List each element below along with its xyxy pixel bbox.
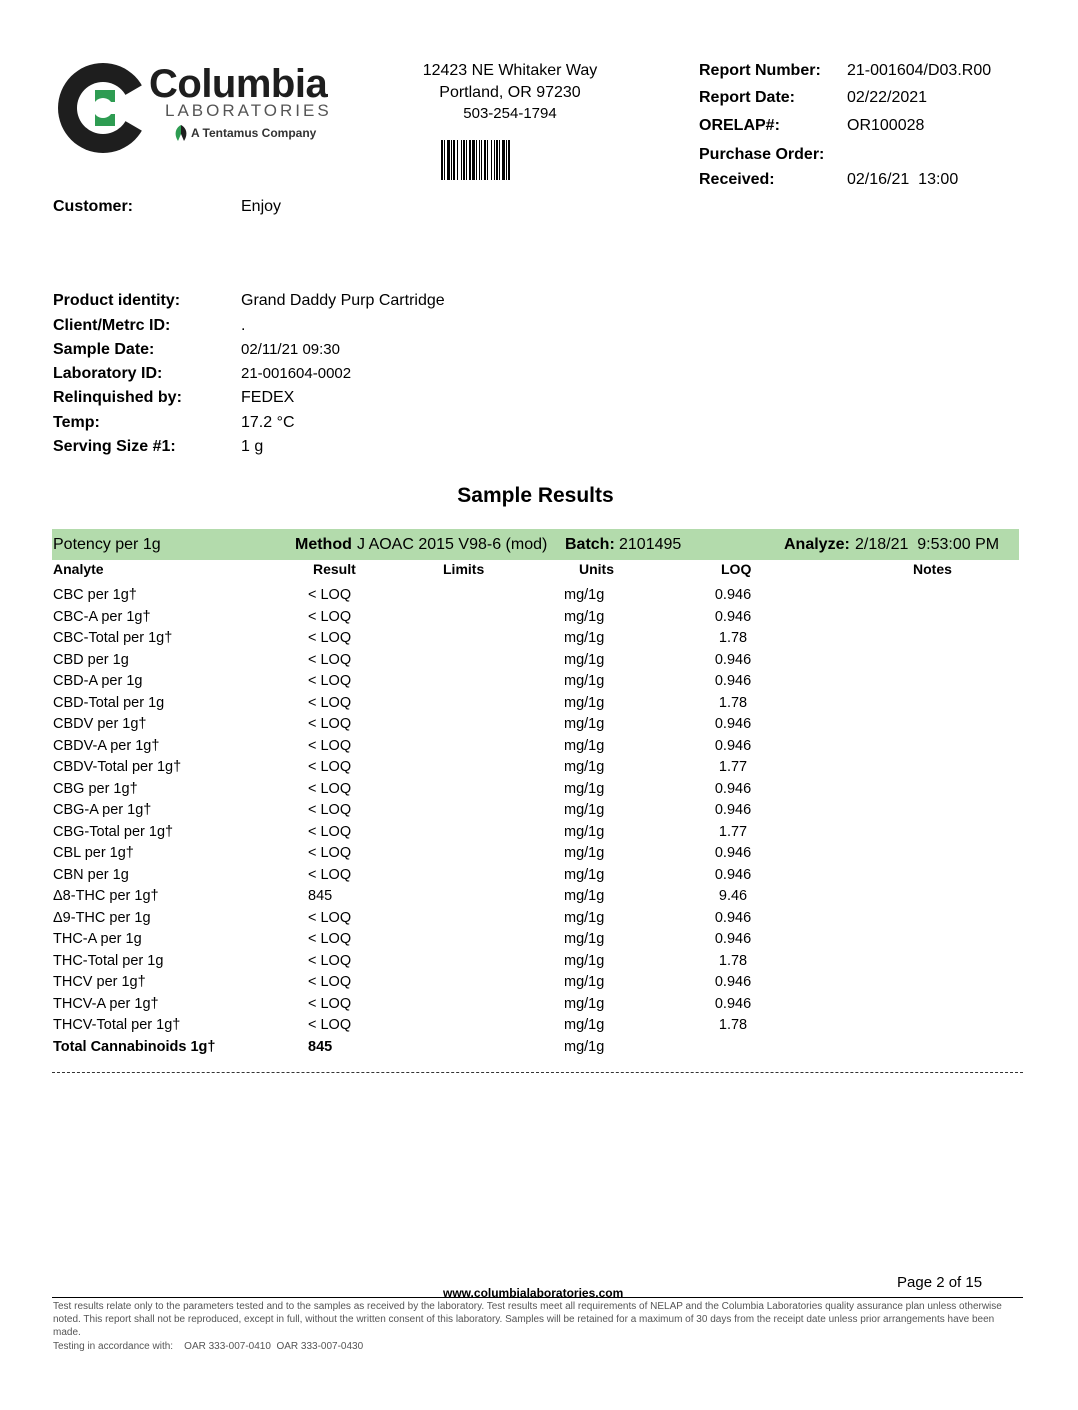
units-cell: mg/1g: [564, 888, 605, 904]
address-line-2: Portland, OR 97230: [439, 84, 581, 101]
table-row: [0, 673, 1078, 693]
units-cell: mg/1g: [564, 845, 605, 861]
table-row: [0, 845, 1078, 865]
result-cell: < LOQ: [308, 780, 352, 797]
barcode-bar: [484, 140, 486, 180]
table-row: [0, 759, 1078, 779]
units-cell: mg/1g: [564, 952, 605, 969]
received-date: 02/16/21 13:00: [847, 171, 959, 188]
table-row: [0, 802, 1078, 822]
report-number-label: Report Number:: [699, 62, 821, 79]
loq-cell: 0.946: [714, 608, 752, 625]
total-row: [0, 1039, 1078, 1059]
table-row: [0, 695, 1078, 715]
units-cell: mg/1g: [564, 823, 605, 840]
lab-logo: [55, 58, 345, 158]
units-cell: mg/1g: [564, 909, 605, 926]
result-cell: < LOQ: [308, 823, 352, 840]
loq-cell: 0.946: [714, 866, 752, 883]
barcode-bar: [444, 140, 445, 180]
table-row: [0, 630, 1078, 650]
analyte-cell: CBD-Total per 1g: [53, 694, 165, 711]
table-row: [0, 910, 1078, 930]
loq-cell: 0.946: [714, 995, 752, 1012]
result-cell: < LOQ: [308, 866, 352, 883]
analyte-cell: CBG-Total per 1g†: [53, 823, 174, 840]
received-label: Received:: [699, 171, 775, 188]
footer-website: www.columbialaboratories.com: [443, 1286, 624, 1300]
barcode-bar: [508, 140, 510, 180]
barcode-bar: [451, 140, 452, 180]
units-cell: mg/1g: [564, 1017, 605, 1033]
analyte-cell: THC-A per 1g: [53, 931, 142, 947]
footer-accordance: Testing in accordance with: OAR 333-007-0410 OAR 333-007-0430: [53, 1341, 364, 1352]
batch-value: 2101495: [619, 536, 682, 553]
units-cell: mg/1g: [564, 759, 605, 775]
result-cell: < LOQ: [308, 909, 352, 926]
analyte-cell: CBC-A per 1g†: [53, 608, 151, 625]
analyte-cell: Δ9-THC per 1g: [53, 909, 151, 926]
table-row: [0, 974, 1078, 994]
footer-divider: [52, 1297, 1023, 1298]
sample-info-label: Laboratory ID:: [53, 365, 163, 382]
sample-info-value: 1 g: [241, 438, 264, 455]
loq-cell: 0.946: [714, 802, 752, 818]
loq-cell: 0.946: [714, 845, 752, 861]
result-cell: < LOQ: [308, 931, 352, 947]
customer-label: Customer:: [53, 198, 134, 215]
barcode-bar: [506, 140, 507, 180]
analyte-cell: THC-Total per 1g: [53, 952, 164, 969]
result-cell: < LOQ: [308, 716, 352, 732]
analyte-cell: CBD per 1g: [53, 651, 129, 668]
sample-info-value: 02/11/21 09:30: [241, 341, 340, 358]
sample-info-label: Serving Size #1:: [53, 438, 176, 455]
col-header-result: Result: [313, 561, 356, 577]
loq-cell: 0.946: [714, 673, 752, 689]
sample-info-value: Grand Daddy Purp Cartridge: [241, 292, 445, 309]
col-header-analyte: Analyte: [53, 561, 104, 577]
address-line-1: 12423 NE Whitaker Way: [422, 62, 598, 79]
table-row: [0, 609, 1078, 629]
result-cell: < LOQ: [308, 630, 352, 646]
table-row: [0, 716, 1078, 736]
result-cell: < LOQ: [308, 974, 352, 990]
result-cell: < LOQ: [308, 694, 352, 711]
sample-info-value: .: [241, 317, 246, 334]
barcode-bar: [487, 140, 488, 180]
units-cell: mg/1g: [564, 737, 605, 754]
report-date: 02/22/2021: [847, 89, 928, 106]
analyte-cell: THCV-A per 1g†: [53, 995, 159, 1012]
batch-label: Batch:: [565, 536, 615, 553]
units-cell: mg/1g: [564, 630, 605, 646]
col-header-notes: Notes: [913, 561, 952, 577]
barcode-bar: [461, 140, 462, 180]
analyte-cell: Total Cannabinoids 1g†: [53, 1039, 216, 1055]
table-row: [0, 824, 1078, 844]
analyte-cell: CBG-A per 1g†: [53, 802, 152, 818]
loq-cell: 0.946: [714, 931, 752, 947]
columbia-c-logo-icon: [55, 60, 151, 156]
sample-info-value: FEDEX: [241, 389, 295, 406]
sample-info-label: Sample Date:: [53, 341, 155, 358]
table-row: [0, 738, 1078, 758]
page-number: Page 2 of 15: [897, 1274, 983, 1291]
col-header-limits: Limits: [443, 561, 485, 577]
loq-cell: 0.946: [714, 780, 752, 797]
analyte-cell: CBC-Total per 1g†: [53, 630, 173, 646]
table-row: [0, 1017, 1078, 1037]
analyte-cell: THCV per 1g†: [53, 974, 146, 990]
analyte-cell: CBN per 1g: [53, 866, 129, 883]
loq-cell: 1.77: [718, 823, 748, 840]
analyte-cell: CBG per 1g†: [53, 780, 138, 797]
units-cell: mg/1g: [564, 651, 605, 668]
units-cell: mg/1g: [564, 780, 605, 797]
barcode-bar: [469, 140, 471, 180]
analyte-cell: THCV-Total per 1g†: [53, 1017, 181, 1033]
result-cell: < LOQ: [308, 995, 352, 1012]
result-cell: < LOQ: [308, 1017, 352, 1033]
loq-cell: 0.946: [714, 587, 752, 603]
analyte-cell: CBDV-A per 1g†: [53, 737, 160, 754]
customer-name: Enjoy: [241, 198, 282, 215]
loq-cell: 1.78: [718, 630, 748, 646]
units-cell: mg/1g: [564, 995, 605, 1012]
barcode-bar: [479, 140, 480, 180]
barcode-bar: [453, 140, 455, 180]
lab-phone: 503-254-1794: [463, 105, 557, 122]
result-cell: < LOQ: [308, 651, 352, 668]
sample-info-label: Temp:: [53, 414, 100, 431]
table-row: [0, 867, 1078, 887]
section-name: Potency per 1g: [53, 536, 161, 553]
purchase-order-label: Purchase Order:: [699, 146, 825, 163]
sample-info-value: 17.2 °C: [241, 414, 295, 431]
barcode-bar: [481, 140, 482, 180]
units-cell: mg/1g: [564, 802, 605, 818]
analyze-value: 2/18/21 9:53:00 PM: [855, 536, 1000, 553]
footer-disclaimer: Test results relate only to the parameters tested and to the samples as received by the laboratory. Test results meet all requirements of NELAP and the Columbia Laboratories quality assurance plan unless otherwise noted. This report shall not be reproduced, except in full, without the written consent of this laboratory. Samples will be retained for a maximum of 30 days from the receipt date unless prior arrangements have been made.: [53, 1301, 1002, 1338]
result-cell: 845: [308, 1039, 333, 1055]
barcode-bar: [472, 140, 475, 180]
units-cell: mg/1g: [564, 608, 605, 625]
tentamus-leaf-icon: [173, 124, 189, 142]
units-cell: mg/1g: [564, 587, 605, 603]
table-row: [0, 781, 1078, 801]
units-cell: mg/1g: [564, 673, 605, 689]
result-cell: < LOQ: [308, 759, 352, 775]
analyte-cell: CBC per 1g†: [53, 587, 137, 603]
result-cell: < LOQ: [308, 673, 352, 689]
units-cell: mg/1g: [564, 1039, 605, 1055]
table-end-divider: [52, 1072, 1023, 1073]
analyte-cell: CBL per 1g†: [53, 845, 134, 861]
barcode-bar: [466, 140, 467, 180]
analyte-cell: CBDV per 1g†: [53, 716, 147, 732]
loq-cell: 1.78: [718, 694, 748, 711]
barcode-bar: [494, 140, 495, 180]
analyte-cell: CBD-A per 1g: [53, 673, 143, 689]
table-row: [0, 587, 1078, 607]
col-header-loq: LOQ: [721, 561, 752, 577]
lab-name: Columbia: [149, 62, 328, 106]
units-cell: mg/1g: [564, 694, 605, 711]
result-cell: < LOQ: [308, 587, 352, 603]
lab-tagline: A Tentamus Company: [191, 126, 317, 140]
result-cell: < LOQ: [308, 737, 352, 754]
units-cell: mg/1g: [564, 866, 605, 883]
barcode-bar: [491, 140, 492, 180]
analyze-label: Analyze:: [784, 536, 850, 553]
sample-info-label: Product identity:: [53, 292, 181, 309]
loq-cell: 0.946: [714, 909, 752, 926]
result-cell: < LOQ: [308, 802, 352, 818]
lab-subtitle: LABORATORIES: [165, 101, 332, 120]
sample-info-label: Client/Metrc ID:: [53, 317, 171, 334]
table-row: [0, 996, 1078, 1016]
result-cell: < LOQ: [308, 608, 352, 625]
barcode-bar: [502, 140, 505, 180]
table-row: [0, 652, 1078, 672]
result-cell: < LOQ: [308, 952, 352, 969]
sample-info-value: 21-001604-0002: [241, 365, 352, 382]
barcode-icon: [440, 140, 564, 180]
barcode-bar: [476, 140, 477, 180]
barcode-bar: [457, 140, 458, 180]
table-row: [0, 888, 1078, 908]
report-date-label: Report Date:: [699, 89, 796, 106]
units-cell: mg/1g: [564, 931, 605, 947]
orelap-number: OR100028: [847, 117, 925, 134]
orelap-label: ORELAP#:: [699, 117, 780, 134]
result-cell: < LOQ: [308, 845, 352, 861]
barcode-bar: [447, 140, 450, 180]
loq-cell: 0.946: [714, 716, 752, 732]
barcode-bar: [441, 140, 443, 180]
analyte-cell: Δ8-THC per 1g†: [53, 888, 159, 904]
units-cell: mg/1g: [564, 974, 605, 990]
units-cell: mg/1g: [564, 716, 605, 732]
loq-cell: 0.946: [714, 737, 752, 754]
report-number: 21-001604/D03.R00: [847, 62, 992, 79]
sample-info-label: Relinquished by:: [53, 389, 182, 406]
potency-header-bar: [52, 529, 1019, 560]
method-label: Method: [295, 536, 352, 553]
loq-cell: 9.46: [718, 888, 748, 904]
loq-cell: 0.946: [714, 651, 752, 668]
barcode-bar: [496, 140, 498, 180]
analyte-cell: CBDV-Total per 1g†: [53, 759, 182, 775]
table-row: [0, 931, 1078, 951]
method-value: J AOAC 2015 V98-6 (mod): [357, 536, 548, 553]
result-cell: 845: [308, 888, 333, 904]
loq-cell: 0.946: [714, 974, 752, 990]
barcode-bar: [463, 140, 465, 180]
barcode-bar: [499, 140, 500, 180]
table-row: [0, 953, 1078, 973]
results-title: Sample Results: [457, 484, 614, 507]
loq-cell: 1.78: [718, 1017, 748, 1033]
loq-cell: 1.78: [718, 952, 748, 969]
col-header-units: Units: [579, 561, 614, 577]
loq-cell: 1.77: [718, 759, 748, 775]
